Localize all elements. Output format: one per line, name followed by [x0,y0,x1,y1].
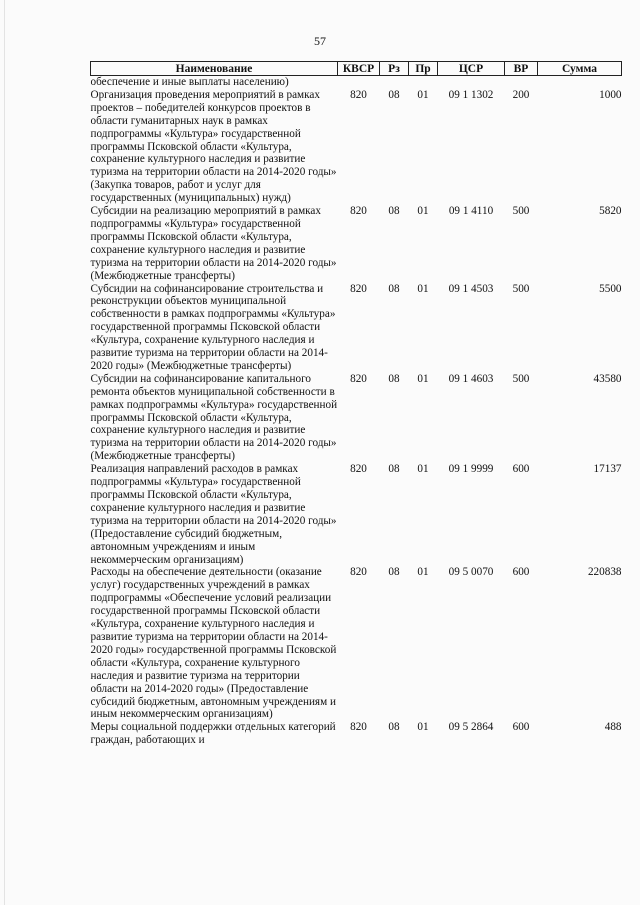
table-row [91,373,622,463]
row-rz: 08 [388,372,400,385]
row-pr: 01 [417,88,429,101]
row-csr: 09 1 9999 [448,463,494,476]
row-csr: 09 5 0070 [448,566,494,579]
row-kvsr: 820 [350,88,367,101]
row-pr: 01 [417,566,429,579]
row-vr: 200 [512,88,530,101]
row-kvsr: 820 [350,721,367,734]
row-vr: 500 [512,372,530,385]
budget-table [90,61,622,747]
row-name: Меры социальной поддержки отдельных категорий граждан, работающих и [90,721,336,747]
row-vr: 500 [512,282,530,295]
row-sum: 17137 [593,463,622,476]
header-sum: Сумма [538,62,622,76]
row-csr: 09 5 2864 [448,721,494,734]
row-name: Субсидии на реализацию мероприятий в рамках подпрограммы «Культура» государственной программы Псковской области «Культура, сохранение культурного наследия и развитие туризма на территории области на 2014-2020 годы» (Межбюджетные трансферты) [90,205,337,282]
scan-edge [4,0,5,905]
row-rz: 08 [388,721,400,734]
header-name: Наименование [91,62,338,76]
row-pr: 01 [417,372,429,385]
table-row [91,721,622,747]
row-rz: 08 [388,282,400,295]
table-row [91,566,622,721]
row-sum: 5820 [599,205,622,218]
row-pr: 01 [417,282,429,295]
row-kvsr: 820 [350,282,367,295]
row-pr: 01 [417,721,429,734]
row-sum: 1000 [599,88,622,101]
row-sum: 5500 [599,282,622,295]
row-sum: 488 [604,721,622,734]
row-sum: 220838 [587,566,622,579]
row-kvsr: 820 [350,205,367,218]
table-row [91,205,622,282]
row-rz: 08 [388,205,400,218]
row-vr: 600 [512,566,530,579]
row-kvsr: 820 [350,566,367,579]
row-csr: 09 1 4603 [448,372,494,385]
header-kvsr: КВСР [338,62,380,76]
row-vr: 600 [512,721,530,734]
row-rz: 08 [388,463,400,476]
table-row [91,283,622,373]
table-header-row [91,62,622,76]
row-name: Организация проведения мероприятий в рамках проектов – победителей конкурсов проектов в области гуманитарных наук в рамках подпрограммы «Культура» государственной программы Псковской области «Культура, сохранение культурного наследия и развитие туризма на территории области на 2014-2020 годы» (Закупка товаров, работ и услуг для государственных (муниципальных) нужд) [90,88,337,205]
header-rz: Рз [380,62,409,76]
row-csr: 09 1 1302 [448,88,494,101]
header-vr: ВР [505,62,538,76]
row-kvsr: 820 [350,372,367,385]
row-csr: 09 1 4503 [448,282,494,295]
row-pr: 01 [417,463,429,476]
row-name: Расходы на обеспечение деятельности (оказание услуг) государственных учреждений в рамках подпрограммы «Обеспечение условий реализации государственной программы Псковской области «Культура, сохранение культурного наследия и развитие туризма на территории области на 2014-2020 годы» государственной программы Псковской области «Культура, сохранение культурного наследия и развитие туризма на территории области на 2014-2020 годы» (Предоставление субсидий бюджетным, автономным учреждениям и иным некоммерческим организациям) [90,566,337,721]
header-csr: ЦСР [438,62,505,76]
continuation-text: обеспечение и иные выплаты населению) [90,76,289,88]
table-row [91,463,622,566]
page-number: 57 [314,34,326,48]
row-name: Реализация направлений расходов в рамках подпрограммы «Культура» государственной программы Псковской области «Культура, сохранение культурного наследия и развитие туризма на территории области на 2014-2020 годы» (Предоставление субсидий бюджетным, автономным учреждениям и иным некоммерческим организациям) [90,463,337,566]
header-pr: Пр [409,62,438,76]
row-vr: 500 [512,205,530,218]
row-kvsr: 820 [350,463,367,476]
table-row [91,89,622,205]
row-pr: 01 [417,205,429,218]
row-csr: 09 1 4110 [448,205,494,218]
row-rz: 08 [388,566,400,579]
row-name: Субсидии на софинансирование строительства и реконструкции объектов муниципальной собственности в рамках подпрограммы «Культура» государственной программы Псковской области «Культура, сохранение культурного наследия и развитие туризма на территории области на 2014-2020 годы» (Межбюджетные трансферты) [90,282,336,372]
row-vr: 600 [512,463,530,476]
continuation-row [91,76,622,89]
row-name: Субсидии на софинансирование капитального ремонта объектов муниципальной собственности в рамках подпрограммы «Культура» государственной программы Псковской области «Культура, сохранение культурного наследия и развитие туризма на территории области на 2014-2020 годы» (Межбюджетные трансферты) [90,372,338,463]
row-rz: 08 [388,88,400,101]
row-sum: 43580 [593,372,622,385]
